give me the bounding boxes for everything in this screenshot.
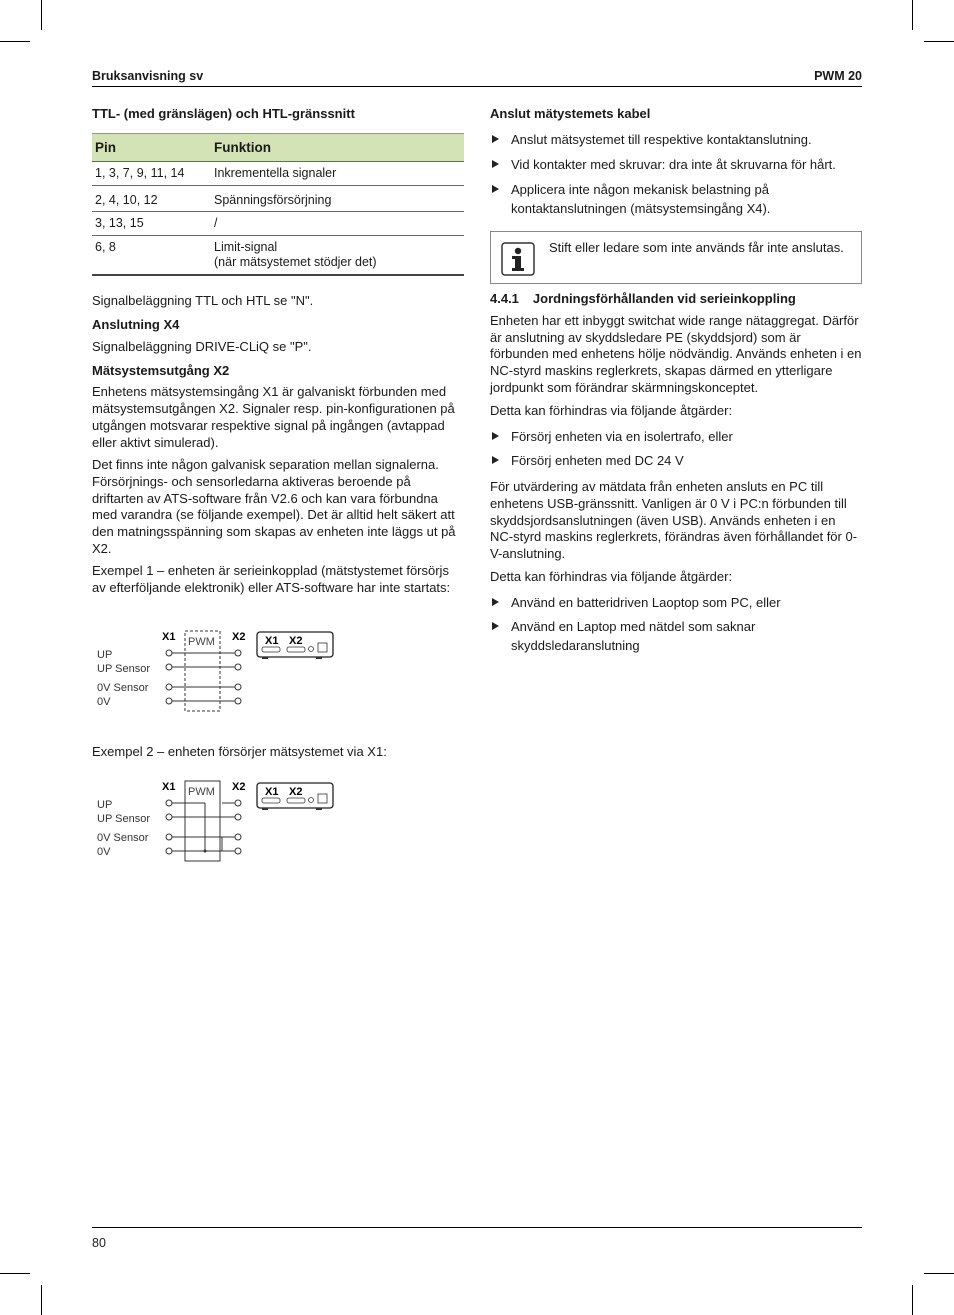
device-icon-1 — [256, 631, 336, 661]
signal-label-up-sensor: UP Sensor — [97, 813, 150, 825]
section-heading-441 — [490, 290, 862, 308]
diagram-x2-label: X2 — [232, 631, 246, 643]
device-x2-label: X2 — [289, 635, 303, 647]
header-product: PWM 20 — [814, 69, 862, 83]
bullet-arrow-icon — [492, 622, 499, 630]
table-cell-pin: 1, 3, 7, 9, 11, 14 — [92, 162, 211, 186]
bullet-arrow-icon — [492, 185, 499, 193]
list-item: Applicera inte någon mekanisk belastning på kontaktanslutningen (mätsystemsingång X4). — [490, 180, 862, 218]
signal-label-up: UP — [97, 649, 113, 661]
table-cell-function: / — [211, 212, 464, 236]
device-x1-label: X1 — [265, 786, 279, 798]
table-header-pin: Pin — [92, 134, 211, 162]
list-item: Vid kontakter med skruvar: dra inte åt skruvarna för hårt. — [490, 155, 862, 174]
table-header-row — [92, 134, 464, 162]
example-2-text: Exempel 2 – enheten försörjer mätsystemet via X1: — [92, 744, 387, 759]
signal-note: Signalbeläggning TTL och HTL se "N". — [92, 293, 314, 308]
bullet-arrow-icon — [492, 135, 499, 143]
measures-list-1 — [490, 427, 862, 470]
bullet-arrow-icon — [492, 160, 499, 168]
crop-mark — [0, 1273, 30, 1274]
bullet-arrow-icon — [492, 598, 499, 606]
prevent-text-1: Detta kan förhindras via följande åtgärder: — [490, 402, 733, 418]
x4-text: Signalbeläggning DRIVE-CLiQ se "P". — [92, 338, 312, 354]
signal-label-0v: 0V — [97, 696, 111, 708]
device-x1-label: X1 — [265, 635, 279, 647]
device-icon-2 — [256, 782, 336, 812]
table-cell-function — [211, 235, 464, 275]
table-header-function: Funktion — [211, 134, 464, 162]
signal-label-0v-sensor: 0V Sensor — [97, 682, 149, 694]
crop-mark — [41, 0, 42, 30]
cable-instructions-list — [490, 130, 862, 218]
table-row — [92, 185, 464, 212]
table-row — [92, 212, 464, 236]
crop-mark — [0, 41, 30, 42]
pin-table — [92, 133, 464, 276]
info-note-text: Stift eller ledare som inte används får inte anslutas. — [549, 240, 844, 255]
crop-mark — [924, 41, 954, 42]
list-item: Försörj enheten via en isolertrafo, eller — [490, 427, 862, 446]
grounding-paragraph-1: Enheten har ett inbyggt switchat wide range nätaggregat. Därför är anslutning av skyddsledare PE (skyddsjord) som är förbunden med enhetens hölje nödvändig. Används enheten i en NC-styrd maskins reglerkrets, skapas därmed en ytterligare jordpunkt som förändrar skärmningskonceptet. — [490, 313, 862, 395]
info-icon — [501, 242, 535, 276]
table-cell-pin: 3, 13, 15 — [92, 212, 211, 236]
table-row — [92, 235, 464, 275]
table-cell-pin: 2, 4, 10, 12 — [92, 185, 211, 212]
right-column — [490, 105, 862, 655]
diagram-x2-label: X2 — [232, 781, 246, 793]
diagram-x1-label: X1 — [162, 781, 176, 793]
x2-heading: Mätsystemsutgång X2 — [92, 363, 230, 379]
x4-heading: Anslutning X4 — [92, 316, 180, 332]
left-column — [92, 105, 464, 597]
table-cell-function-line2: (när mätsystemet stödjer det) — [214, 255, 377, 269]
signal-wires — [166, 800, 241, 854]
section-number: 4.4.1 — [490, 291, 519, 306]
signal-wires — [166, 650, 241, 704]
device-x2-label: X2 — [289, 786, 303, 798]
table-cell-function: Spänningsförsörjning — [211, 185, 464, 212]
section-title: Jordningsförhållanden vid serieinkoppling — [532, 291, 796, 306]
diagram-pwm-label: PWM — [188, 786, 215, 798]
bullet-arrow-icon — [492, 432, 499, 440]
table-cell-function-line1: Limit-signal — [214, 239, 278, 254]
signal-label-0v: 0V — [97, 846, 111, 858]
footer-rule — [92, 1227, 862, 1228]
page-number: 80 — [92, 1236, 106, 1250]
signal-label-0v-sensor: 0V Sensor — [97, 832, 149, 844]
table-cell-pin: 6, 8 — [92, 235, 211, 275]
table-row — [92, 162, 464, 186]
section-title: TTL- (med gränslägen) och HTL-gränssnitt — [92, 106, 355, 121]
cable-heading: Anslut mätystemets kabel — [490, 106, 651, 121]
list-item: Använd en batteridriven Laoptop som PC, eller — [490, 593, 862, 612]
grounding-paragraph-2: För utvärdering av mätdata från enheten ansluts en PC till enhetens USB-gränssnitt. Vanligen är 0 V i PC:n förbunden till skyddsjordsanslutningen (även USB). Används enheten i en NC-styrd maskins reglerkrets, förändras även förhållandet för 0-V-anslutning. — [490, 479, 858, 562]
list-item: Anslut mätsystemet till respektive kontaktanslutning. — [490, 130, 862, 149]
header-manual-title: Bruksanvisning sv — [92, 69, 204, 83]
page-header — [92, 69, 862, 87]
table-cell-function: Inkrementella signaler — [211, 162, 464, 186]
signal-label-up-sensor: UP Sensor — [97, 663, 150, 675]
bullet-arrow-icon — [492, 456, 499, 464]
x2-paragraph-2: Det finns inte någon galvanisk separation mellan signalerna. Försörjnings- och sensorledarna aktiveras beroende på driftarten av ATS-software från V2.6 och kan vara förbundna med varandra (se följande exempel). Det är alltid helt säkert att den matningsspänning som skapas av enheten inte läggs ut på X2. — [92, 457, 456, 556]
list-item: Försörj enheten med DC 24 V — [490, 451, 862, 470]
crop-mark — [41, 1285, 42, 1315]
signal-label-up: UP — [97, 799, 113, 811]
measures-list-2 — [490, 593, 862, 655]
diagram-pwm-label: PWM — [188, 636, 215, 648]
example-1-text: Exempel 1 – enheten är serieinkopplad (mätstystemet försörjs av efterföljande elektronik) eller ATS-software har inte startats: — [92, 563, 451, 596]
crop-mark — [924, 1273, 954, 1274]
prevent-text-2: Detta kan förhindras via följande åtgärder: — [490, 568, 733, 584]
crop-mark — [912, 1285, 913, 1315]
diagram-x1-label: X1 — [162, 631, 176, 643]
crop-mark — [912, 0, 913, 30]
list-item: Använd en Laptop med nätdel som saknar skyddsledaranslutning — [490, 617, 862, 655]
x2-paragraph-1: Enhetens mätsystemsingång X1 är galvaniskt förbunden med mätsystemsutgången X2. Signaler resp. pin-konfigurationen på utgången motsvarar respektive signal på ingången (avtappad eller aktivt simulerad). — [92, 384, 455, 450]
info-note — [490, 231, 862, 284]
